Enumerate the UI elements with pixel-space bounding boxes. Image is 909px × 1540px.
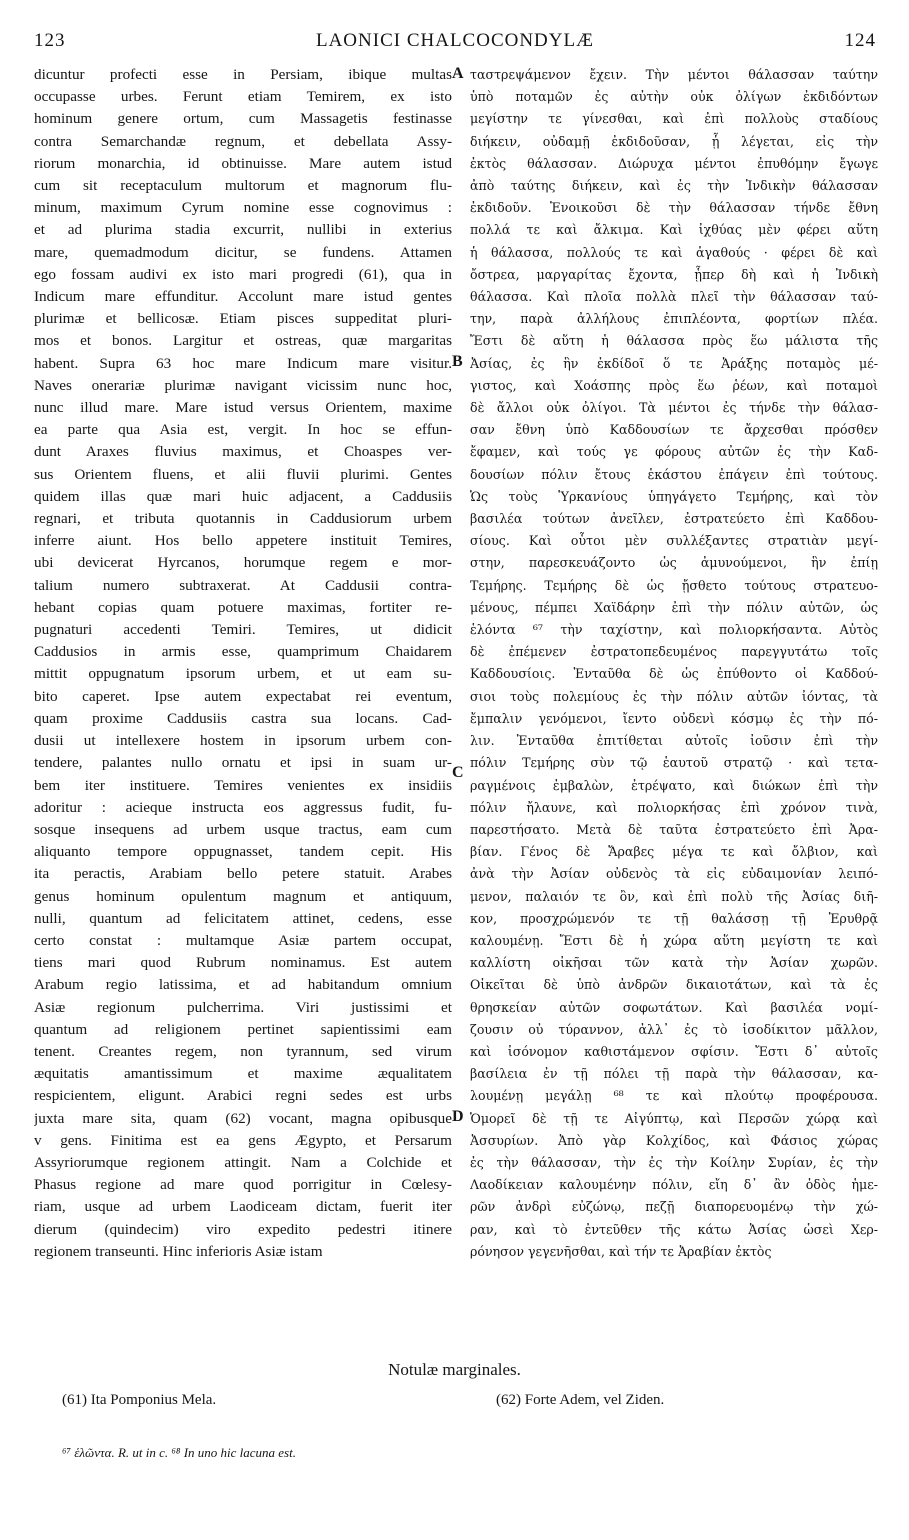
greek-text-line: ἀνὰ τὴν Ἀσίαν οὐδενὸς τὰ εἰς εὐδαιμονίαν λειπό-	[470, 866, 878, 882]
latin-text-line: Assyriorumque regionem attingit. Nam a Colchide et	[34, 1153, 452, 1171]
latin-text-line: Caddusios in armis esse, quamprimum Chaidarem	[34, 643, 452, 661]
greek-text-line: ὄστρεα, μαργαρίτας ἔχοντα, ᾗπερ δὴ καὶ ἡ Ἰνδικὴ	[470, 266, 878, 282]
latin-text-line: aliquanto tempore oppugnasset, tandem cepit. His	[34, 843, 452, 861]
latin-text-line: sosque insequens ad urbem usque tractus, eam cum	[34, 820, 452, 838]
greek-text-line: ζουσιν οὐ τύραννον, ἀλλ᾽ ἐς τὸ ἰσοδίκιτον μᾶλλον,	[470, 1021, 878, 1037]
margin-letter-c: C	[452, 764, 464, 781]
latin-text-line: Indicum mare effunditur. Accolunt mare istud gentes	[34, 288, 452, 306]
greek-text-line: δὲ ἄλλοι οὐκ ὀλίγοι. Τὰ μέντοι ἐς τήνδε τὴν θάλασ-	[470, 400, 878, 416]
latin-text-line: pugnaturi accedenti Temiri. Temires, ut didicit	[34, 621, 452, 639]
latin-text-line: adoritur : acieque instructa eos aggressus fudit, fu-	[34, 798, 452, 816]
greek-text-line: θάλασσα. Καὶ πλοῖα πολλὰ πλεῖ τὴν θάλασσαν ταύ-	[470, 289, 878, 305]
greek-text-line: Καδδουσίοις. Ἐνταῦθα δὲ ὡς ἐπύθοντο οἱ Καδδού-	[470, 666, 878, 682]
greek-text-line: την, παρὰ ἀλλήλους ἐπιπλέοντα, φορτίων πλέα.	[470, 311, 878, 327]
latin-text-line: mare, quemadmodum dicitur, se fundens. Attamen	[34, 243, 452, 261]
note-61: (61) Ita Pomponius Mela.	[62, 1392, 217, 1408]
greek-text-line: ρόνησον γεγενῆσθαι, καὶ τήν τε Ἀραβίαν ἐκτὸς	[470, 1243, 772, 1259]
greek-text-line: καλουμένῃ. Ἔστι δὲ ἡ χώρα αὕτη μεγίστη τε καὶ	[470, 932, 878, 948]
latin-text-line: regnari, et tributa quotannis in Caddusiorum urbem	[34, 510, 452, 528]
greek-text-line: ραν, καὶ τὸ ἐντεῦθεν τῆς κάτω Ἀσίας ὡσεὶ Χερ-	[470, 1221, 878, 1237]
greek-text-line: πόλιν ἤλαυνε, καὶ πολιορκήσας ἐπὶ χρόνον τινὰ,	[470, 799, 878, 815]
latin-text-line: et ad plurima stadia excurrit, nullibi in exterius	[34, 221, 452, 239]
greek-text-line: δὲ ἐπέμενεν ἐστρατοπεδευμένος παρεγγυτάτω τοῖς	[470, 644, 878, 660]
latin-text-line: occupasse urbes. Ferunt etiam Temirem, ex isto	[34, 88, 452, 106]
latin-text-line: genus hominum opulentum magnum et antiquum,	[34, 887, 452, 905]
latin-text-line: Phasus regione ad mare quod porrigitur in Cœlesy-	[34, 1176, 452, 1194]
margin-letter-b: B	[452, 353, 463, 370]
latin-text-line: tenent. Creantes regem, non tyrannum, sed virum	[34, 1042, 452, 1060]
greek-text-line: σαν ἔθνη ὑπὸ Καδδουσίων τε ἄρχεσθαι πρόσθεν	[470, 422, 878, 438]
greek-text-line: ἐκδιδοῦν. Ἐνοικοῦσι δὲ τὴν θάλασσαν τήνδε ἔθνη	[470, 200, 878, 216]
greek-text-line: Ἀσίας, ἐς ἣν ἐκδίδοῖ ὅ τε Ἀράξης ποταμὸς μέ-	[470, 355, 878, 371]
greek-text-line: διήκειν, οὐδαμῇ ἐκδιδοῦσαν, ᾗ λέγεται, εἰς τὴν	[470, 133, 878, 149]
greek-text-line: ἡ θάλασσα, πολλούς τε καὶ ἀγαθούς · φέρει δὲ καὶ	[470, 244, 878, 260]
latin-text-line: bito caperet. Ipse autem expectabat rei eventum,	[34, 687, 452, 705]
greek-text-line: πολλά τε καὶ ἄλκιμα. Καὶ ἰχθύας μὲν φέρει αὕτη	[470, 222, 878, 238]
greek-text-line: λουμένῃ μεγάλῃ ⁶⁸ τε καὶ πλούτῳ προφέρουσα.	[470, 1088, 878, 1104]
latin-text-line: certo constat : multamque Asiæ partem occupat,	[34, 931, 452, 949]
greek-text-line: βίαν. Γένος δὲ Ἄραβες μέγα τε καὶ ὄλβιον, καὶ	[470, 844, 878, 860]
greek-text-line: Ὁμορεῖ δὲ τῇ τε Αἰγύπτῳ, καὶ Περσῶν χώρᾳ καὶ	[470, 1110, 878, 1126]
latin-text-line: habent. Supra 63 hoc mare Indicum mare visitur.	[34, 354, 452, 372]
latin-text-line: quam proxime Caddusiis castra sua locans. Cad-	[34, 709, 452, 727]
latin-text-line: riam, usque ad urbem Laodiceam dictam, fuerit iter	[34, 1198, 452, 1216]
greek-text-line: λιν. Ἐνταῦθα ἐπιτίθεται αὐτοῖς ἰοῦσιν ἐπὶ τὴν	[470, 733, 878, 749]
page-number-right: 124	[844, 30, 876, 51]
latin-text-line: dierum (quindecim) viro expedito pedestri itinere	[34, 1220, 452, 1238]
greek-text-line: ἑλόντα ⁶⁷ τὴν ταχίστην, καὶ πολιορκήσαντα. Αὐτὸς	[470, 622, 878, 638]
latin-text-line: mos et bonos. Largitur et ostreas, quæ margaritas	[34, 332, 452, 350]
latin-text-line: tiens mari quod Rubrum nominamus. Est autem	[34, 954, 452, 972]
running-title: LAONICI CHALCOCONDYLÆ	[315, 30, 595, 51]
greek-text-line: ταστρεψάμενον ἔχειν. Τὴν μέντοι θάλασσαν ταύτην	[470, 67, 878, 82]
greek-text-line: Τεμήρης. Τεμήρης δὲ ὡς ᾔσθετο τούτους στρατευο-	[470, 577, 878, 593]
greek-text-line: μένους, πέμπει Χαϊδάρην ἐπὶ τὴν πόλιν αὐτῶν, ὡς	[470, 599, 878, 615]
latin-text-line: Asiæ regionum pulcherrima. Viri justissimi et	[34, 998, 452, 1016]
note-62: (62) Forte Adem, vel Ziden.	[496, 1392, 665, 1408]
greek-text-line: καὶ ἰσόνομον καθιστάμενον σφίσιν. Ἔστι δ᾽ αὐτοῖς	[470, 1043, 878, 1059]
latin-text-line: quidem illas quæ mari huic adjacent, a Caddusiis	[34, 487, 452, 505]
latin-text-line: sus Orientem fluens, et alii fluvii plurimi. Gentes	[34, 465, 452, 483]
latin-text-line: nunc illud mare. Mare istud versus Orientem, maxime	[34, 399, 452, 417]
greek-text-line: Ἀσσυρίων. Ἀπὸ γὰρ Κολχίδος, καὶ Φάσιος χώρας	[470, 1132, 878, 1148]
latin-text-line: Naves onerariæ plurimæ navigant vicissim nunc hoc,	[34, 376, 452, 394]
latin-text-line: hebant copias quam potuere maximas, fortiter re-	[34, 598, 452, 616]
greek-text-line: Ὡς τοὺς Ὑρκανίους ὑπηγάγετο Τεμήρης, καὶ τὸν	[470, 488, 878, 504]
latin-text-line: bem iter instituere. Temires venientes ex insidiis	[34, 776, 452, 794]
greek-text-line: ἐκτὸς θάλασσαν. Διώρυχα μέντοι ἐπυθόμην ἔγωγε	[470, 155, 878, 171]
latin-text-line: dunt Araxes fluvius maximus, et Choaspes ver-	[34, 443, 452, 461]
latin-text-line: ubi devicerat Hyrcanos, horumque regem e mor-	[34, 554, 452, 572]
greek-text-line: σιοι τοὺς πολεμίους ἐς τὴν πόλιν αὐτῶν ἰόντας, τὰ	[470, 688, 878, 704]
latin-column	[34, 64, 452, 1263]
latin-text-line: mittit oppugnatum ipsorum urbem, et ut eam su-	[34, 665, 452, 683]
latin-text-line: hominum genere ortum, cum Massagetis festinasse	[34, 110, 452, 128]
greek-text-line: πόλιν Τεμήρης σὺν τῷ ἑαυτοῦ στρατῷ · καὶ τετα-	[470, 755, 878, 771]
greek-text-line: στην, παρεσκευάζοντο ὡς ἀμυνούμενοι, ἣν ἐπίῃ	[470, 555, 878, 571]
latin-text-line: juxta mare sita, quam (62) vocant, magna opibusque	[34, 1109, 452, 1127]
greek-text-line: ραγμένοις ἐμβαλὼν, ἐτρέψατο, καὶ διώκων ἐπὶ τὴν	[470, 777, 878, 793]
latin-text-line: nulli, quantum ad felicitatem attinet, cedens, esse	[34, 909, 452, 927]
page-header	[34, 30, 876, 60]
greek-text-line: δουσίων πόλιν ἔτους ἑκάστου ἐπάγειν ἐπὶ τούτους.	[470, 466, 878, 482]
latin-text-line: tendere, palantes nullo ornatu et ipsi in suam ur-	[34, 754, 452, 772]
latin-text-line: inferre aiunt. Hos bello appetere instituit Temires,	[34, 532, 452, 550]
latin-text-line: riorum monarchia, id obtinuisse. Mare autem istud	[34, 154, 452, 172]
greek-text-line: ἔμπαλιν γενόμενοι, ἴεντο οὐδενὶ κόσμῳ ἐς τὴν πό-	[470, 710, 878, 726]
latin-text-line: quantum ad religionem pertinet sapientissimi eam	[34, 1020, 452, 1038]
greek-text-line: ἀπὸ ταύτης διήκειν, καὶ ἐς τὴν Ἰνδικὴν θάλασσαν	[470, 178, 878, 194]
latin-text-line: v gens. Finitima est ea gens Ægypto, et Persarum	[34, 1131, 452, 1149]
latin-text-line: plurimæ et bellicosæ. Etiam pisces suppeditat pluri-	[34, 310, 452, 328]
greek-text-line: σίους. Καὶ οὗτοι μὲν συλλέξαντες στρατιὰν μεγί-	[470, 533, 878, 549]
latin-text-line: ita peractis, Arabiam bello petere statuit. Arabes	[34, 865, 452, 883]
latin-text-line: respicientem, eligunt. Arabici regni sedes est urbs	[34, 1087, 452, 1105]
greek-text-line: ρῶν ἀνδρὶ εὐζώνῳ, πεζῇ διαπορευομένῳ τὴν χώ-	[470, 1199, 878, 1215]
greek-text-line: γιστος, καὶ Χοάσπης πρὸς ἕω ῥέων, καὶ ποταμοὶ	[470, 377, 878, 393]
latin-text-line: regionem transeunti. Hinc inferioris Asiæ istam	[34, 1242, 323, 1260]
latin-text-line: dicuntur profecti esse in Persiam, ibique multas	[34, 66, 452, 83]
greek-text-line: βασίλεια ἐν τῇ πόλει τῇ παρὰ τὴν θάλασσαν, κα-	[470, 1066, 878, 1082]
greek-column	[470, 64, 878, 1263]
greek-text-line: βασιλέα τούτων ἀνεῖλεν, ἐστρατεύετο ἐπὶ Καδδου-	[470, 511, 878, 527]
greek-text-line: μεγίστην τε γίνεσθαι, καὶ ἐπὶ πολλοὺς σταδίους	[470, 111, 878, 127]
latin-text-line: Arabum regio latissima, et ad habitandum omnium	[34, 976, 452, 994]
latin-text-line: dusii ut intellexere hostem in ipsorum urbem con-	[34, 732, 452, 750]
latin-text-line: minum, maximum Cyrum nomine esse cognovimus :	[34, 199, 452, 217]
greek-text-line: μενον, παλαιόν τε ὂν, καὶ ἐπὶ πολὺ τῆς Ἀσίας διῆ-	[470, 888, 878, 904]
latin-text-line: cum sit receptaculum multorum et magnorum flu-	[34, 177, 452, 195]
greek-text-line: κον, προσχρώμενόν τε τῇ θαλάσσῃ τῇ Ἐρυθρᾷ	[470, 910, 878, 926]
latin-text-line: talium numero subtraxerat. At Caddusii contra-	[34, 576, 452, 594]
margin-letter-d: D	[452, 1108, 464, 1125]
notes-title: Notulæ marginales.	[388, 1360, 521, 1379]
page-number-left: 123	[34, 30, 66, 51]
greek-text-line: Λαοδίκειαν καλουμένην πόλιν, εἴη δ᾽ ἂν ὁδὸς ἡμε-	[470, 1177, 878, 1193]
greek-text-line: ἔφαμεν, καὶ τούς γε φόρους αὐτῶν ἐς τὴν Καδ-	[470, 444, 878, 460]
greek-text-line: καλλίστη οἰκῆσαι τῶν κατὰ τὴν Ἀσίαν χωρῶν.	[470, 955, 878, 971]
greek-text-line: παρεστήσατο. Μετὰ δὲ ταῦτα ἐστρατεύετο ἐπὶ Ἀρα-	[470, 821, 878, 837]
greek-text-line: Ἔστι δὲ αὕτη ἡ θάλασσα πρὸς ἕω μάλιστα τῆς	[470, 333, 878, 349]
greek-text-line: Οἰκεῖται δὲ ὑπὸ ἀνδρῶν δικαιοτάτων, καὶ τὰ ἐς	[470, 977, 878, 993]
greek-text-line: ἐς τὴν θάλασσαν, τὴν ἐς τὴν Κοίλην Συρίαν, ἐς τὴν	[470, 1154, 878, 1170]
greek-text-line: θρησκείαν αὐτῶν σοφωτάτων. Καὶ βασιλέα νομί-	[470, 999, 878, 1015]
latin-text-line: contra Semarchandæ regnum, et debellata Assy-	[34, 132, 452, 150]
latin-text-line: ego fossam audivi ex isto mari progredi (61), qua in	[34, 265, 452, 283]
latin-text-line: æquitatis amantissimum et maxime æqualitatem	[34, 1065, 452, 1083]
footnotes: ⁶⁷ ἑλῶντα. R. ut in c. ⁶⁸ In uno hic lacuna est.	[62, 1445, 296, 1460]
greek-text-line: ὑπὸ ποταμῶν ἐς αὐτὴν οὐκ ὀλίγων ἐκδιδόντων	[470, 89, 878, 105]
latin-text-line: ea parte qua Asia est, vergit. In hoc se effun-	[34, 421, 452, 439]
margin-letter-a: A	[452, 65, 464, 82]
